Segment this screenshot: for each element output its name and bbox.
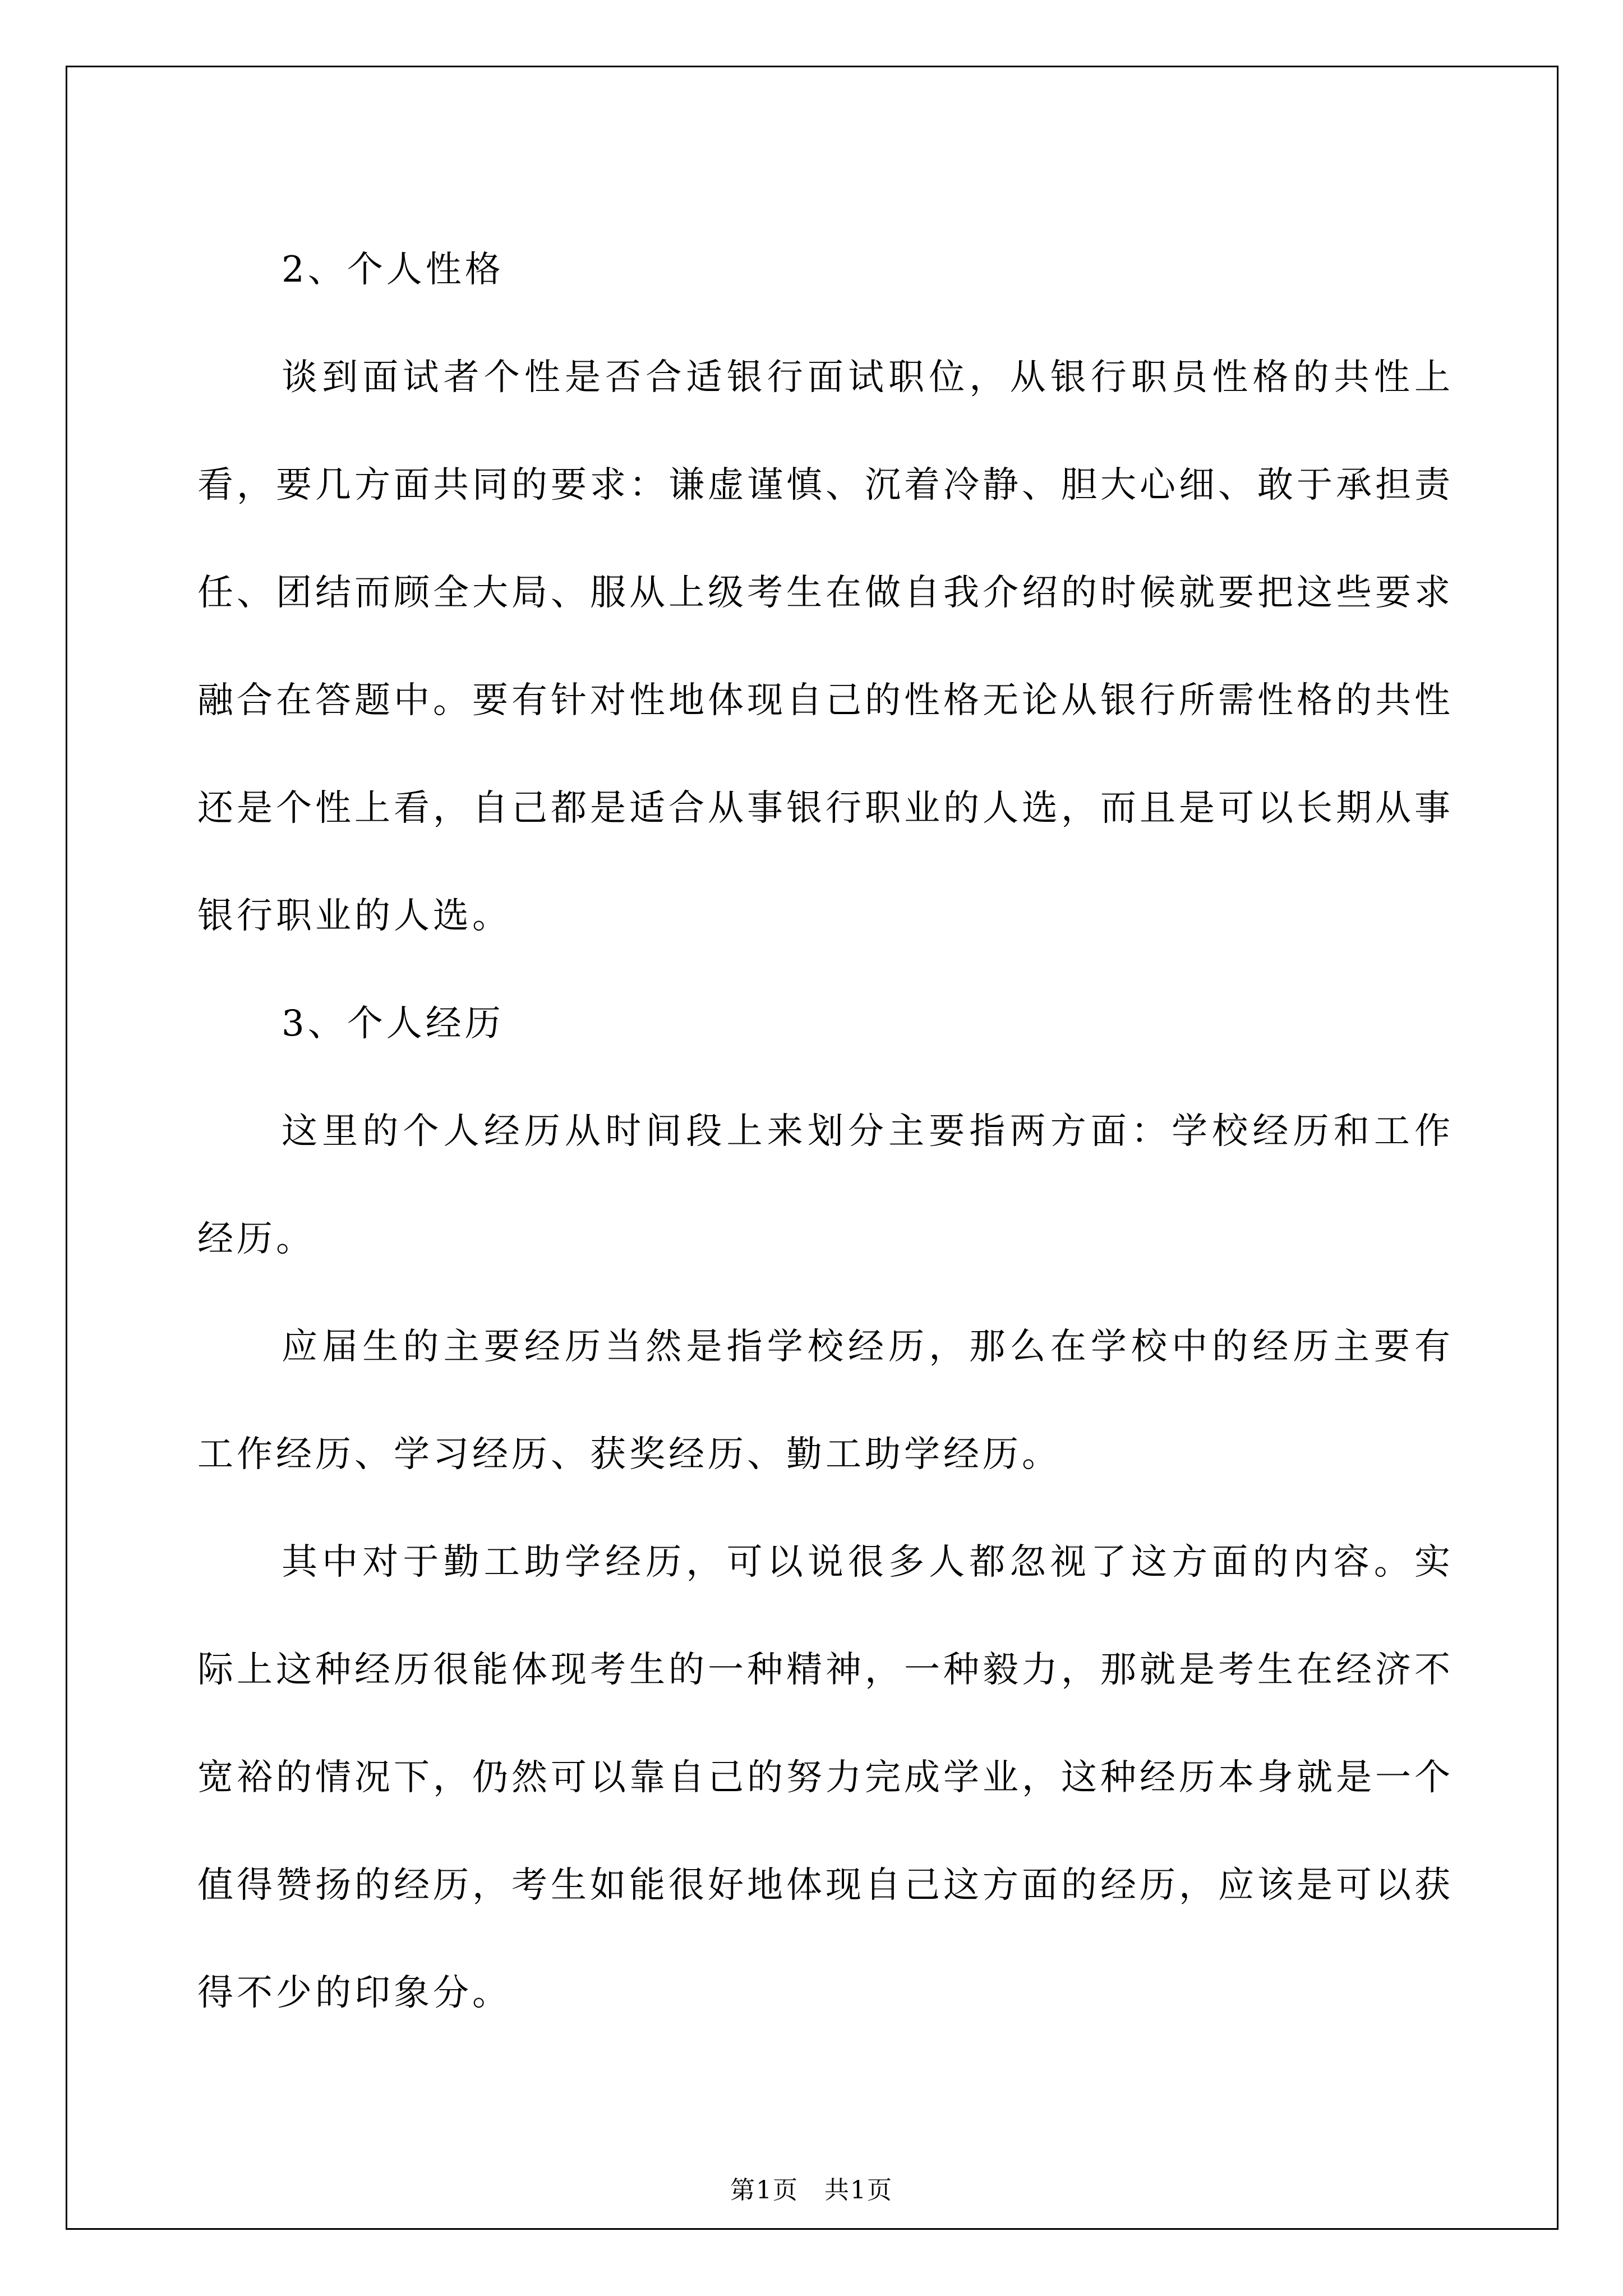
section-heading: 3、个人经历 <box>282 1003 504 1045</box>
page-footer: 第1页 共1页 <box>730 2176 893 2205</box>
paragraph: 这里的个人经历从时间段上来划分主要指两方面：学校经历和工作经历。 <box>197 1111 1454 1260</box>
paragraph: 其中对于勤工助学经历，可以说很多人都忽视了这方面的内容。实际上这种经历很能体现考生的一种精神，一种毅力，那就是考生在经济不宽裕的情况下，仍然可以靠自己的努力完成学业，这种经历本身就是一个值得赞扬的经历，考生如能很好地体现自己这方面的经历，应该是可以获得不少的印象分。 <box>197 1542 1454 2014</box>
section-heading: 2、个人性格 <box>282 249 504 291</box>
paragraph: 应届生的主要经历当然是指学校经历，那么在学校中的经历主要有工作经历、学习经历、获奖经历、勤工助学经历。 <box>197 1326 1454 1475</box>
paragraph: 谈到面试者个性是否合适银行面试职位，从银行职员性格的共性上看，要几方面共同的要求：谦虚谨慎、沉着冷静、胆大心细、敢于承担责任、团结而顾全大局、服从上级考生在做自我介绍的时候就要把这些要求融合在答题中。要有针对性地体现自己的性格无论从银行所需性格的共性还是个性上看，自己都是适合从事银行职业的人选，而且是可以长期从事银行职业的人选。 <box>197 357 1454 937</box>
document-body <box>197 216 1454 2047</box>
